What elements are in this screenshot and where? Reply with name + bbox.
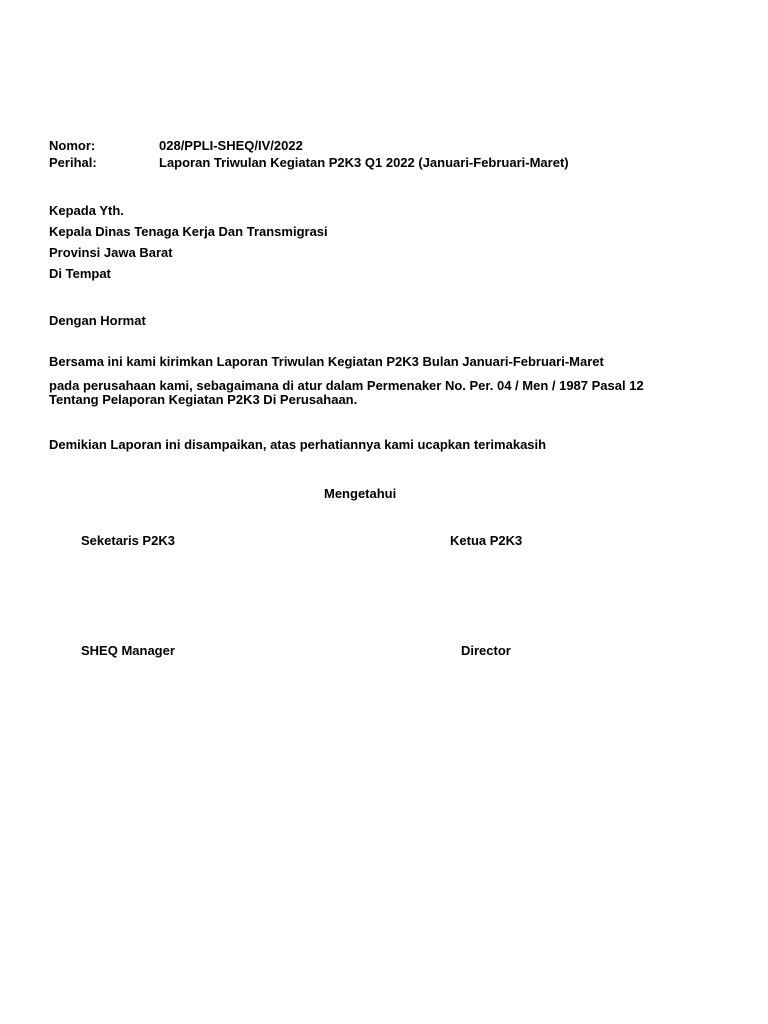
nomor-value: 028/PPLI-SHEQ/IV/2022 [159,138,303,153]
recipient-line-3: Provinsi Jawa Barat [49,245,173,260]
nomor-label: Nomor: [49,138,96,153]
closing-sentence: Demikian Laporan ini disampaikan, atas perhatiannya kami ucapkan terimakasih [49,437,547,452]
body-paragraph-1: Bersama ini kami kirimkan Laporan Triwulan Kegiatan P2K3 Bulan Januari-Februari-Maret [49,354,604,369]
perihal-label: Perihal: [49,155,97,170]
sekretaris-title: Seketaris P2K3 [81,533,175,548]
greeting: Dengan Hormat [49,313,146,328]
ketua-title: Ketua P2K3 [450,533,523,548]
perihal-value: Laporan Triwulan Kegiatan P2K3 Q1 2022 (Januari-Februari-Maret) [159,155,569,170]
recipient-line-2: Kepala Dinas Tenaga Kerja Dan Transmigrasi [49,224,328,239]
body-paragraph-2: pada perusahaan kami, sebagaimana di atur dalam Permenaker No. Per. 04 / Men / 1987 Pasal 12 Tentang Pelaporan Kegiatan P2K3 Di Perusahaan. [49,378,644,407]
mengetahui-label: Mengetahui [324,486,397,501]
director-title: Director [461,643,511,658]
recipient-line-1: Kepada Yth. [49,203,124,218]
recipient-line-4: Di Tempat [49,266,111,281]
sheq-manager-title: SHEQ Manager [81,643,175,658]
